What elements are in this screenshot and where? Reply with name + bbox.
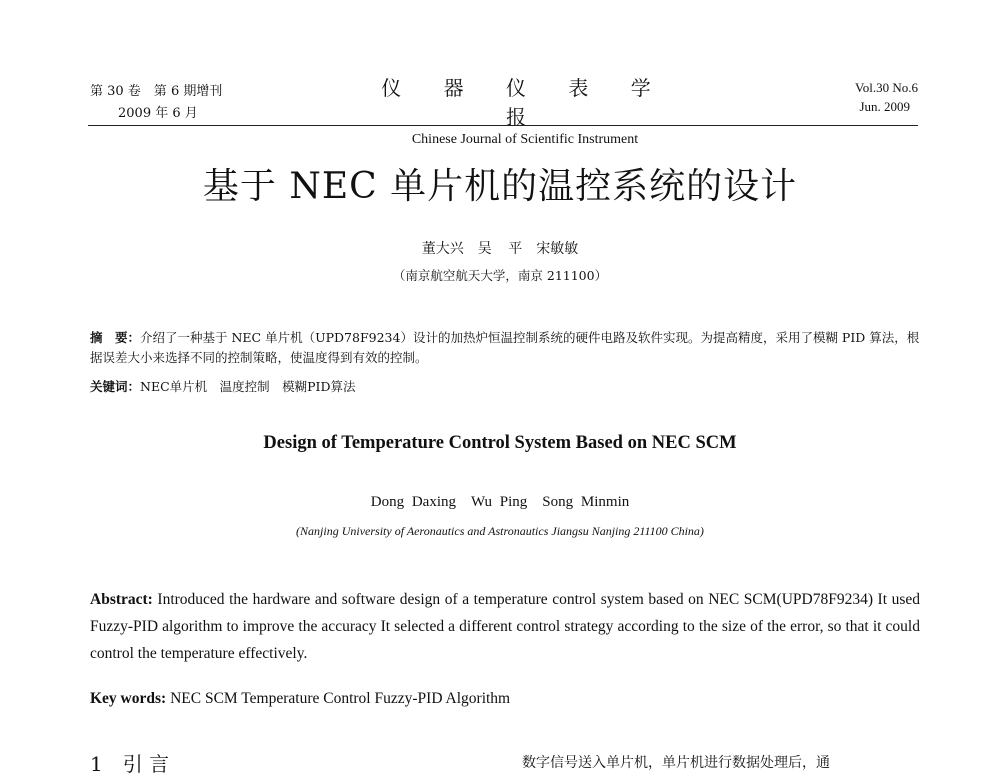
paper-title-en: Design of Temperature Control System Based on NEC SCM: [263, 433, 737, 453]
header-rule: [88, 125, 918, 126]
keywords-en-text: NEC SCM Temperature Control Fuzzy-PID Algorithm: [170, 690, 511, 707]
volume-issue: 第 30 卷 第 6 期增刊: [90, 84, 223, 99]
authors-cn: 董大兴 吴 平 宋敏敏: [421, 241, 579, 257]
keywords-en: [90, 690, 920, 708]
keywords-cn-text: NEC单片机 温度控制 模糊PID算法: [140, 379, 356, 394]
affiliation-cn: （南京航空航天大学，南京 211100）: [392, 268, 608, 283]
abstract-cn: [90, 328, 920, 368]
keywords-cn-label: 关键词：: [90, 379, 141, 394]
paper-title-cn: 基于 NEC 单片机的温控系统的设计: [202, 166, 798, 207]
abstract-en-label: Abstract:: [90, 591, 153, 608]
journal-title-block: [360, 72, 690, 148]
issue-date-en: Jun. 2009: [859, 99, 910, 114]
volume-en: Vol.30 No.6: [855, 80, 918, 95]
issue-date-cn: 2009 年 6 月: [118, 106, 198, 121]
section-heading: 1 引 言: [90, 752, 170, 776]
keywords-cn: [90, 377, 920, 395]
abstract-en-text: Introduced the hardware and software design of a temperature control system based on NEC SCM(UPD78F9234) It used Fuzzy-PID algorithm to improve the accuracy It selected a different control strategy according to the size of the error, so that it could control the temperature effectively.: [90, 591, 921, 662]
abstract-cn-label: 摘 要：: [90, 330, 141, 345]
journal-name-cn: 仪 器 仪 表 学 报: [381, 76, 669, 129]
body-text-fragment: 数字信号送入单片机，单片机进行数据处理后，通: [522, 755, 830, 771]
abstract-en: [90, 586, 920, 667]
journal-name-en: Chinese Journal of Scientific Instrument: [411, 132, 639, 147]
journal-volume-info: [90, 80, 280, 121]
journal-volume-en: [760, 80, 918, 115]
affiliation-en: (Nanjing University of Aeronautics and Astronautics Jiangsu Nanjing 211100 China): [296, 524, 704, 538]
abstract-cn-text: 介绍了一种基于 NEC 单片机（UPD78F9234）设计的加热炉恒温控制系统的硬件电路及软件实现。为提高精度，采用了模糊 PID 算法，根据误差大小来选择不同的控制策略，使温度得到有效的控制。: [90, 330, 920, 365]
keywords-en-label: Key words:: [90, 690, 167, 707]
authors-en: Dong Daxing Wu Ping Song Minmin: [370, 494, 630, 510]
